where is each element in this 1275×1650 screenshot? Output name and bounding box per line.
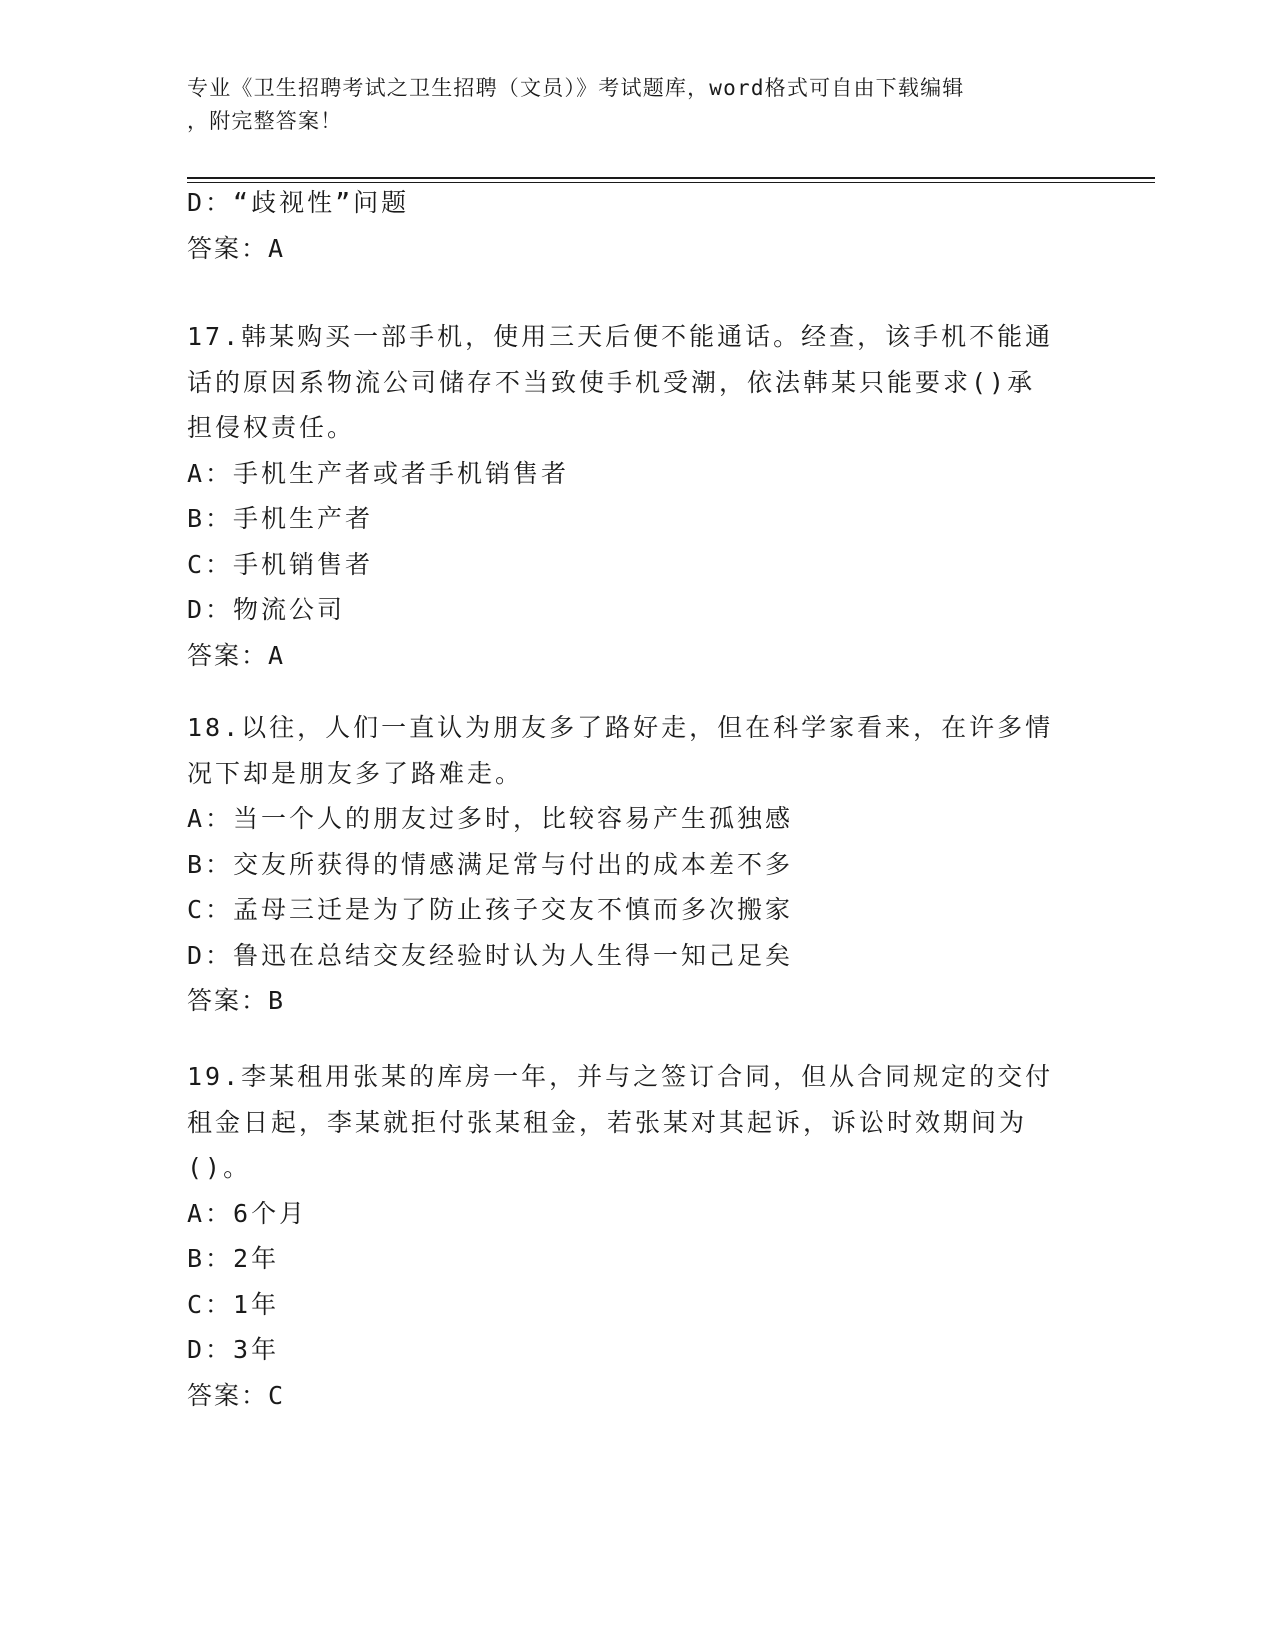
header-rule-thick (187, 177, 1155, 179)
option-d: D：物流公司 (187, 595, 346, 624)
option-a: A：手机生产者或者手机销售者 (187, 458, 570, 488)
question-stem-line: 话的原因系物流公司储存不当致使手机受潮，依法韩某只能要求()承 (187, 367, 1036, 397)
question-stem-line: 19.李某租用张某的库房一年，并与之签订合同，但从合同规定的交付 (187, 1062, 1054, 1091)
option-c: C：手机销售者 (187, 549, 374, 579)
question-19 (187, 1054, 1087, 1418)
question-stem-line: 17.韩某购买一部手机，使用三天后便不能通话。经查，该手机不能通 (187, 322, 1054, 351)
answer-label: 答案： (187, 640, 269, 670)
option-d: D：鲁迅在总结交友经验时认为人生得一知己足矣 (187, 940, 794, 970)
answer-value: C (268, 1380, 286, 1410)
option-a: A：当一个人的朋友过多时，比较容易产生孤独感 (187, 804, 794, 833)
question-17 (187, 314, 1087, 678)
option-c: C：孟母三迁是为了防止孩子交友不慎而多次搬家 (187, 895, 794, 924)
answer-line (187, 978, 1087, 1024)
answer-label: 答案： (187, 1380, 269, 1410)
answer-label: 答案： (187, 233, 269, 263)
answer-line (187, 1373, 1087, 1419)
question-stem-line: 18.以往，人们一直认为朋友多了路好走，但在科学家看来，在许多情 (187, 713, 1054, 742)
question-stem-line: 租金日起，李某就拒付张某租金，若张某对其起诉，诉讼时效期间为 (187, 1107, 1028, 1137)
header-line-1: 专业《卫生招聘考试之卫生招聘（文员）》考试题库，word格式可自由下载编辑 (187, 76, 965, 100)
previous-question-tail (187, 180, 1087, 271)
page-header (187, 72, 1067, 138)
answer-value: B (268, 986, 286, 1015)
option-c: C：1年 (187, 1289, 280, 1319)
option-b: B：手机生产者 (187, 504, 374, 533)
question-stem-line: 担侵权责任。 (187, 413, 356, 442)
option-b: B：2年 (187, 1244, 280, 1273)
option-d: D：3年 (187, 1335, 280, 1364)
option-b: B：交友所获得的情感满足常与付出的成本差不多 (187, 849, 794, 879)
header-line-2: ，附完整答案！ (187, 109, 343, 133)
option-a: A：6个月 (187, 1198, 308, 1228)
answer-value: A (268, 233, 286, 263)
question-stem-line: ()。 (187, 1153, 252, 1182)
answer-line (187, 226, 1087, 272)
answer-value: A (268, 640, 286, 670)
answer-line (187, 633, 1087, 679)
question-18 (187, 705, 1087, 1024)
answer-label: 答案： (187, 986, 269, 1015)
question-stem-line: 况下却是朋友多了路难走。 (187, 758, 524, 788)
option-d: D：“歧视性”问题 (187, 188, 410, 217)
